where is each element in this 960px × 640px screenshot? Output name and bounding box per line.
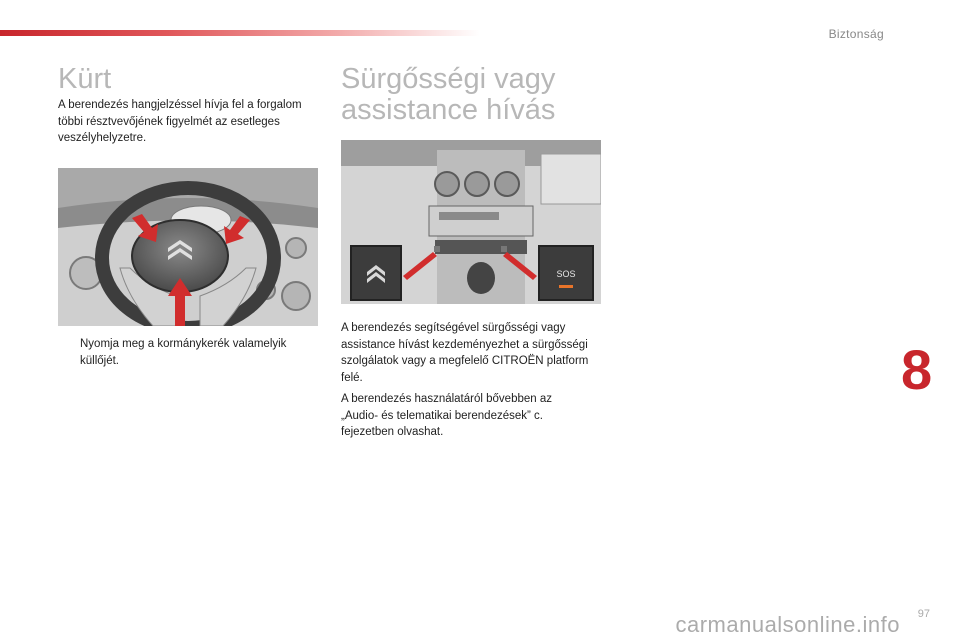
horn-description: A berendezés hangjelzéssel hívja fel a forgalom többi résztvevőjének figyelmét az esetleges veszélyhelyzetre. [58, 99, 302, 144]
emergency-description-1: A berendezés segítségével sürgősségi vagy assistance hívást kezdeményezhet a sürgősségi szolgálatok vagy a megfelelő CITROËN platform felé. [341, 322, 589, 384]
svg-text:SOS: SOS [556, 269, 576, 279]
page-number: 97 [917, 608, 930, 620]
emergency-title [341, 64, 601, 126]
steering-wheel-photo [58, 168, 318, 326]
section-label: Biztonság [828, 27, 884, 41]
horn-title: Kürt [58, 63, 112, 95]
emergency-title-line1: Sürgősségi vagy [341, 63, 556, 95]
sos-button-icon [539, 246, 593, 300]
emergency-description-2: A berendezés használatáról bővebben az „Audio- és telematikai berendezések” c. fejezetben olvashat. [341, 393, 552, 438]
center-console-photo [341, 140, 601, 304]
header-accent-bar [0, 30, 480, 36]
emergency-title-line2: assistance hívás [341, 94, 556, 126]
horn-instruction-text: Nyomja meg a kormánykerék valamelyik küllőjét. [80, 338, 287, 367]
watermark-link[interactable]: carmanualsonline.info [675, 612, 900, 637]
chapter-number: 8 [901, 338, 933, 401]
horn-instruction [58, 336, 318, 369]
